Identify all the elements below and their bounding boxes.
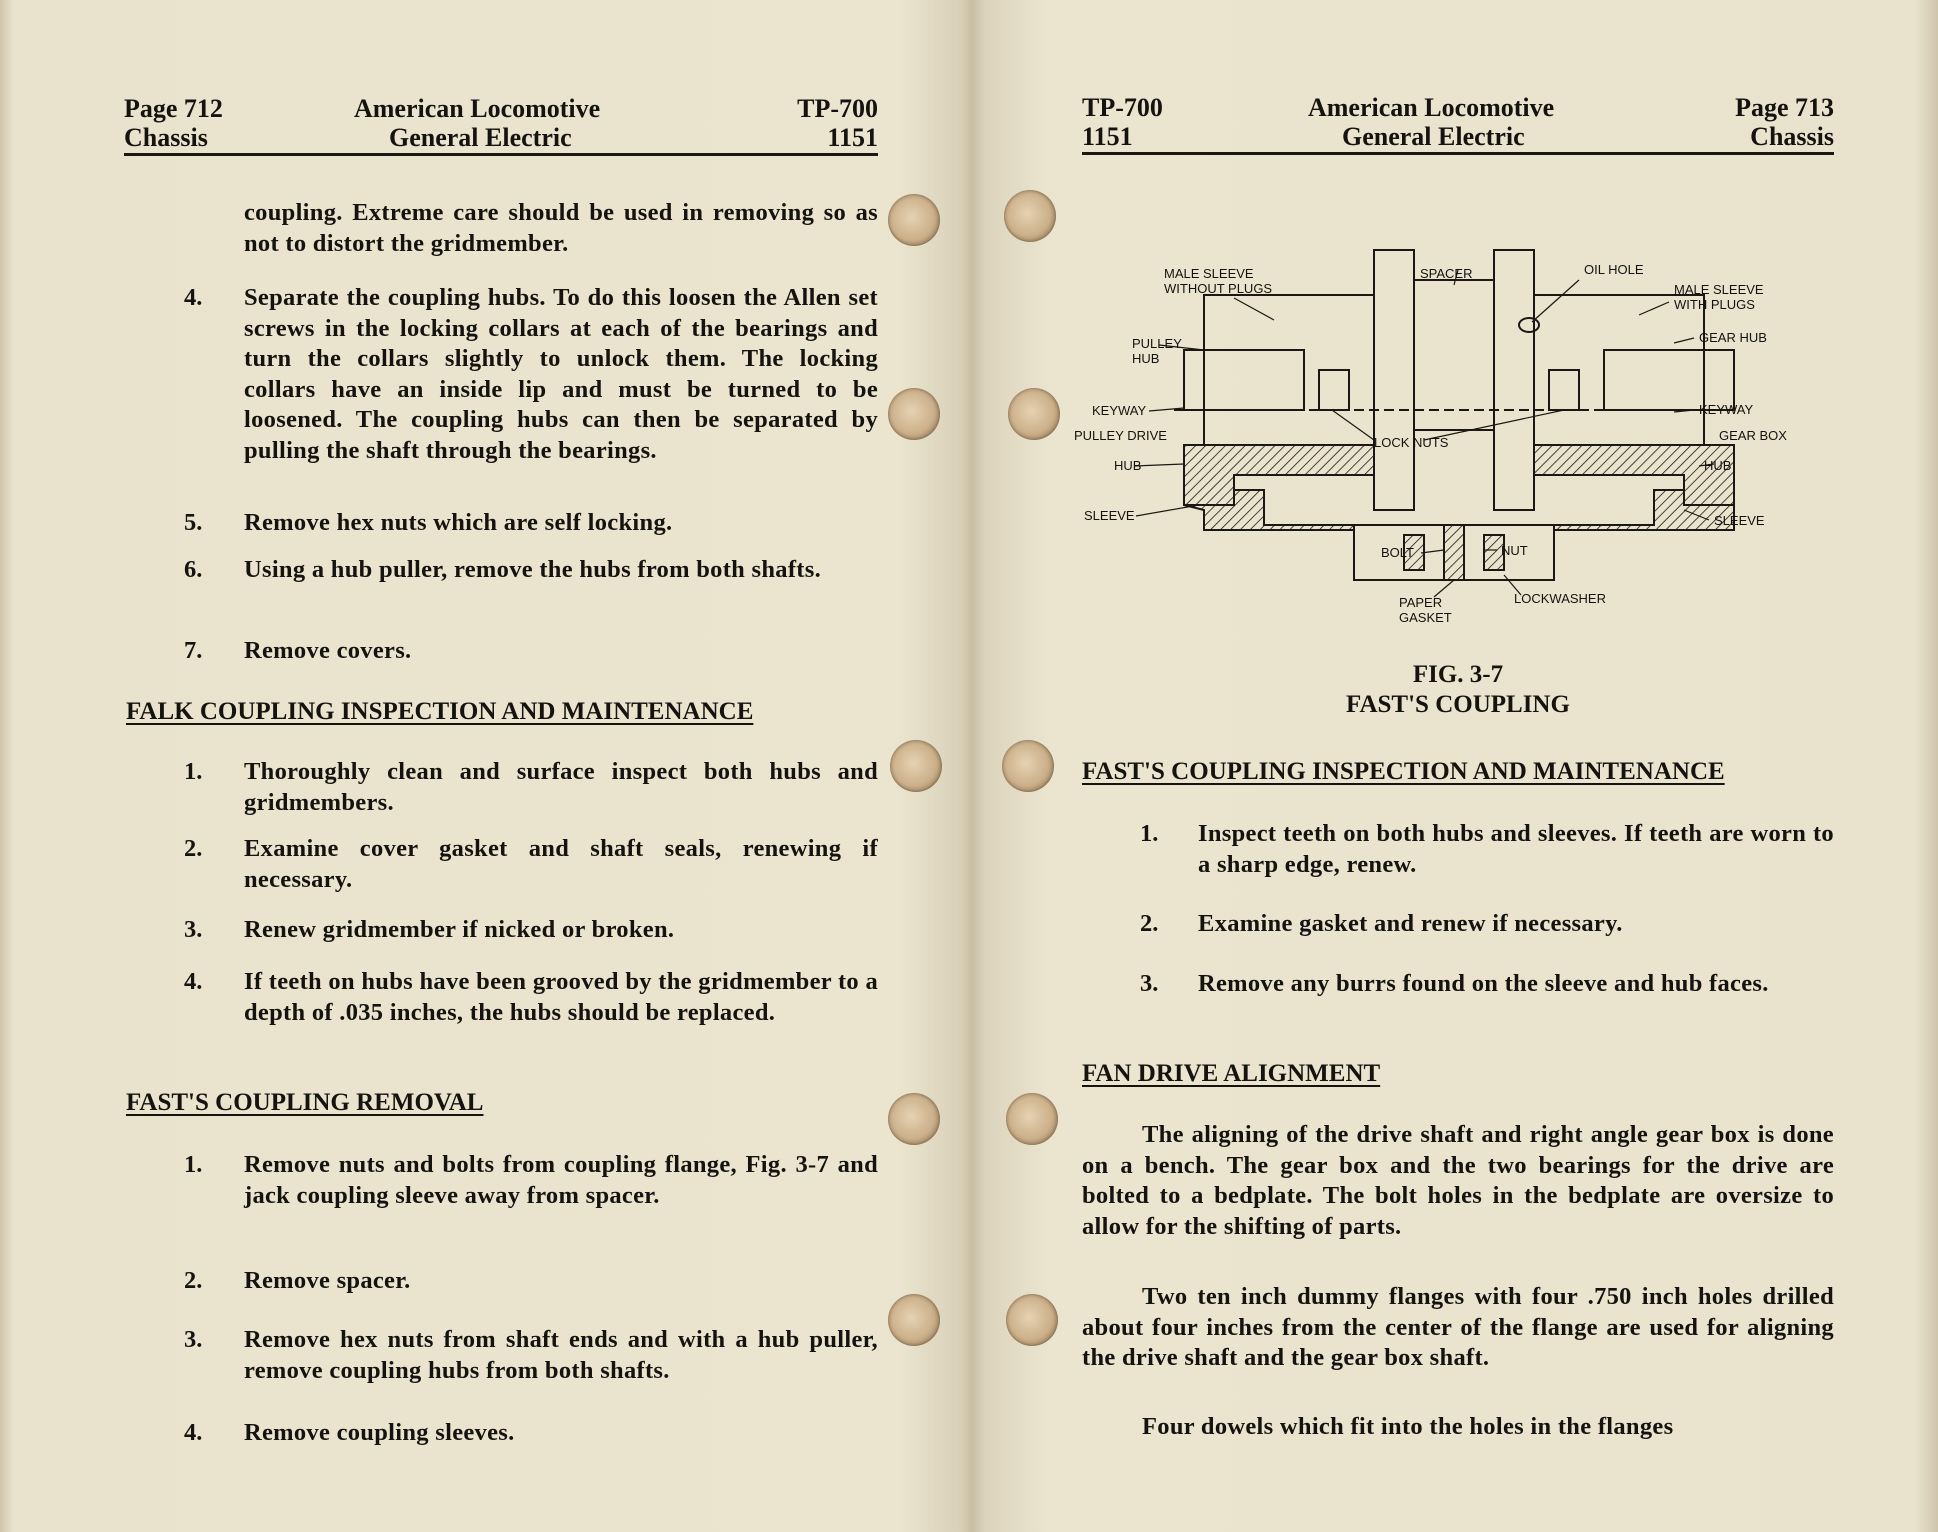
binder-hole [1002, 740, 1054, 792]
inspection-step-num: 2. [1140, 910, 1159, 937]
falk-section-heading: FALK COUPLING INSPECTION AND MAINTENANCE [126, 698, 754, 725]
left-hub-section [1184, 445, 1374, 505]
left-company-line2: General Electric [389, 123, 572, 152]
figure-title: FAST'S COUPLING [1346, 691, 1570, 718]
removal-step-num: 7. [184, 637, 203, 664]
label-pulley-hub: HUB [1132, 351, 1160, 366]
inspection-section-heading: FAST'S COUPLING INSPECTION AND MAINTENANCE [1082, 758, 1725, 785]
removal-step-text: Using a hub puller, remove the hubs from both shafts. [244, 556, 822, 583]
falk-step-text: Thoroughly clean and surface inspect both hubs and gridmembers. [244, 758, 878, 816]
label-pulley-drive: PULLEY DRIVE [1074, 428, 1167, 443]
fasts-removal-step-num: 2. [184, 1267, 203, 1294]
label-hub-left: HUB [1114, 458, 1142, 473]
right-company-line2: General Electric [1342, 122, 1525, 151]
right-header-rule [1082, 152, 1834, 155]
figure-number: FIG. 3-7 [1412, 661, 1504, 688]
falk-step-num: 2. [184, 835, 203, 862]
fasts-coupling-diagram [1074, 240, 1834, 630]
fasts-removal-step-text: Remove spacer. [244, 1267, 411, 1294]
falk-step-text: If teeth on hubs have been grooved by the gridmember to a depth of .035 inches, the hubs should be replaced. [244, 968, 878, 1026]
fan-drive-paragraph: Four dowels which fit into the holes in the flanges [1142, 1413, 1674, 1440]
label-male-sleeve-with-plugs: MALE SLEEVE [1674, 282, 1764, 297]
removal-step-text: Separate the coupling hubs. To do this loosen the Allen set screws in the locking collars at each of the bearings and turn the collars slightly to unlock them. The locking collars have an inside lip and must be turned to be loosened. The coupling hubs can then be separated by pulling the shaft through the bearings. [244, 284, 878, 464]
right-page-number: Page 713 [1735, 93, 1834, 122]
label-oil-hole: OIL HOLE [1584, 262, 1644, 277]
fasts-removal-step-text: Remove coupling sleeves. [244, 1419, 515, 1446]
left-section-label: Chassis [124, 123, 208, 152]
removal-step-num: 6. [184, 556, 203, 583]
left-header-rule [124, 153, 878, 156]
continued-paragraph: coupling. Extreme care should be used in removing so as not to distort the gridmember. [244, 199, 878, 257]
left-company-line1: American Locomotive [354, 94, 601, 123]
falk-step-num: 1. [184, 758, 203, 785]
label-gear-hub: GEAR HUB [1699, 330, 1767, 345]
fan-drive-heading: FAN DRIVE ALIGNMENT [1082, 1060, 1381, 1087]
fasts-removal-step-num: 4. [184, 1419, 203, 1446]
label-nut: NUT [1501, 543, 1528, 558]
right-company-line1: American Locomotive [1308, 93, 1555, 122]
falk-step-text: Examine cover gasket and shaft seals, renewing if necessary. [244, 835, 878, 893]
fan-drive-paragraph: The aligning of the drive shaft and right angle gear box is done on a bench. The gear box and the two bearings for the drive are bolted to a bedplate. The bolt holes in the bedplate are oversize to allow for the shifting of parts. [1082, 1121, 1834, 1240]
label-sleeve-right: SLEEVE [1714, 513, 1765, 528]
label-paper-gasket: GASKET [1399, 610, 1452, 625]
binder-hole [1006, 1093, 1058, 1145]
removal-step-text: Remove hex nuts which are self locking. [244, 509, 673, 536]
binder-hole [1006, 1294, 1058, 1346]
label-lock-nuts: LOCK NUTS [1374, 435, 1449, 450]
inspection-step-num: 3. [1140, 970, 1159, 997]
label-male-sleeve-without-plugs: WITHOUT PLUGS [1164, 281, 1273, 296]
fasts-removal-step-num: 1. [184, 1151, 203, 1178]
left-page-number: Page 712 [124, 94, 223, 123]
label-lockwasher: LOCKWASHER [1514, 591, 1606, 606]
fasts-removal-step-text: Remove hex nuts from shaft ends and with a hub puller, remove coupling hubs from both shafts. [244, 1326, 878, 1384]
binder-hole [888, 1093, 940, 1145]
falk-step-num: 3. [184, 916, 203, 943]
label-keyway-right: KEYWAY [1699, 402, 1754, 417]
fasts-removal-heading: FAST'S COUPLING REMOVAL [126, 1089, 484, 1116]
removal-step-num: 5. [184, 509, 203, 536]
binder-hole [888, 1294, 940, 1346]
left-doc-number: 1151 [827, 123, 878, 152]
right-doc-id: TP-700 [1082, 93, 1163, 122]
right-page [974, 0, 1938, 1532]
inspection-step-text: Inspect teeth on both hubs and sleeves. If teeth are worn to a sharp edge, renew. [1198, 820, 1834, 878]
falk-step-text: Renew gridmember if nicked or broken. [244, 916, 675, 943]
label-spacer: SPACER [1420, 266, 1473, 281]
label-sleeve-left: SLEEVE [1084, 508, 1135, 523]
binder-hole [1004, 190, 1056, 242]
binder-hole [888, 388, 940, 440]
removal-step-text: Remove covers. [244, 637, 412, 664]
right-section-label: Chassis [1750, 122, 1834, 151]
right-doc-number: 1151 [1082, 122, 1133, 151]
binder-hole [890, 740, 942, 792]
label-male-sleeve-with-plugs: WITH PLUGS [1674, 297, 1755, 312]
label-bolt: BOLT [1381, 545, 1414, 560]
falk-step-num: 4. [184, 968, 203, 995]
fan-drive-paragraph: Two ten inch dummy flanges with four .750 inch holes drilled about four inches from the center of the flange are used for aligning the drive shaft and the gear box shaft. [1082, 1283, 1834, 1371]
left-doc-id: TP-700 [797, 94, 878, 123]
fasts-removal-step-num: 3. [184, 1326, 203, 1353]
fasts-removal-step-text: Remove nuts and bolts from coupling flange, Fig. 3-7 and jack coupling sleeve away from spacer. [244, 1151, 878, 1209]
label-gear-box: GEAR BOX [1719, 428, 1787, 443]
inspection-step-text: Examine gasket and renew if necessary. [1198, 910, 1623, 937]
inspection-step-num: 1. [1140, 820, 1159, 847]
label-male-sleeve-without-plugs: MALE SLEEVE [1164, 266, 1254, 281]
label-hub-right: HUB [1704, 458, 1732, 473]
binder-hole [1008, 388, 1060, 440]
label-pulley-hub: PULLEY [1132, 336, 1182, 351]
removal-step-num: 4. [184, 284, 203, 311]
binder-hole [888, 194, 940, 246]
label-keyway-left: KEYWAY [1092, 403, 1147, 418]
label-paper-gasket: PAPER [1399, 595, 1443, 610]
right-hub-section [1534, 445, 1734, 505]
inspection-step-text: Remove any burrs found on the sleeve and hub faces. [1198, 970, 1769, 997]
